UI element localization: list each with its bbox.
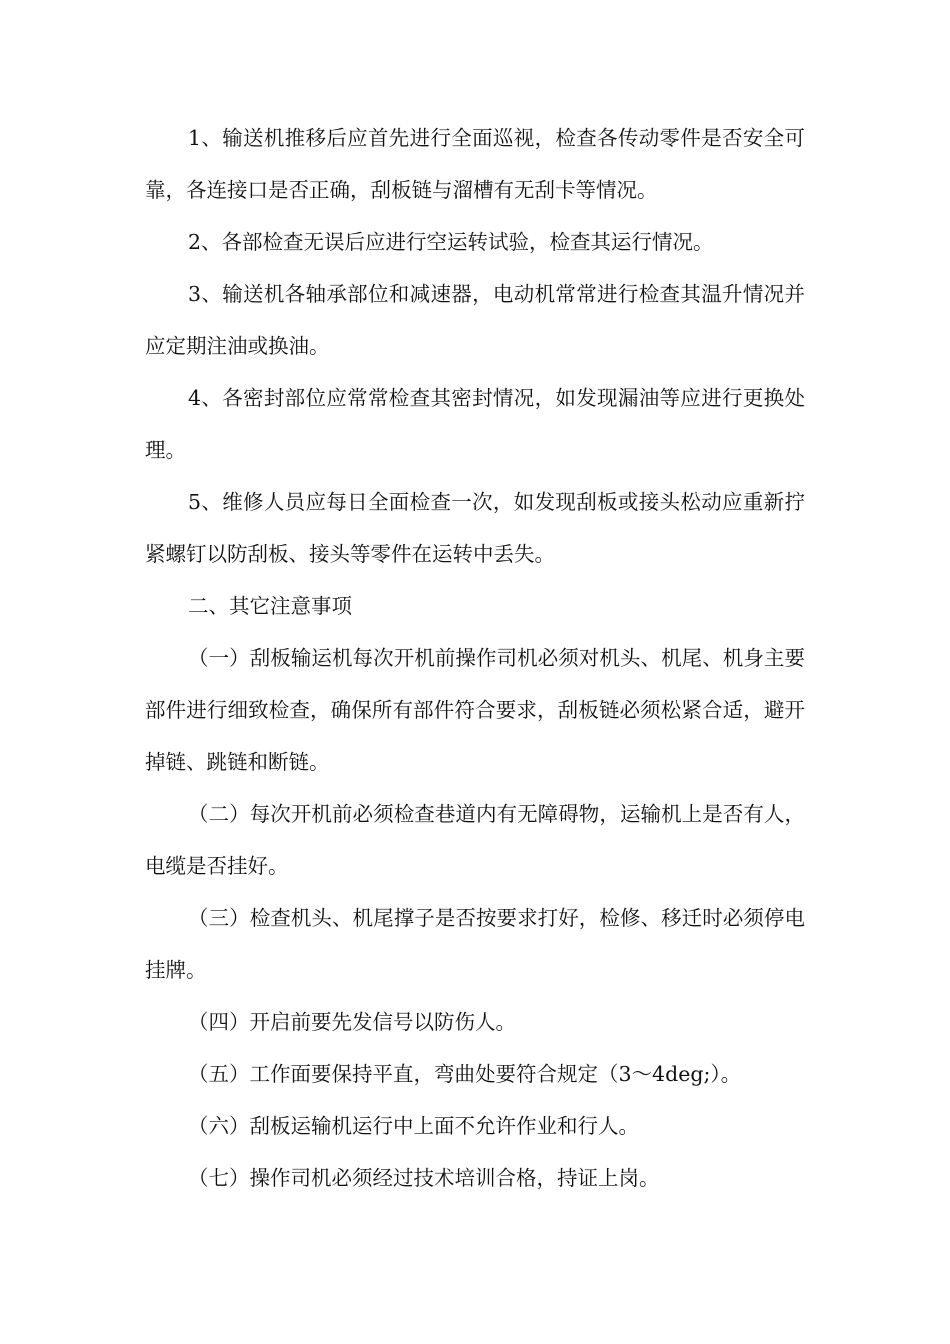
note-item-5: （五）工作面要保持平直，弯曲处要符合规定（3～4deg;）。	[188, 1062, 742, 1086]
note-item-2: （二）每次开机前必须检查巷道内有无障碍物，运输机上是否有人，电缆是否挂好。	[145, 802, 805, 878]
note-item-7: （七）操作司机必须经过技术培训合格，持证上岗。	[188, 1166, 660, 1190]
note-item-4: （四）开启前要先发信号以防伤人。	[188, 1010, 516, 1034]
section-heading-other-notes: 二、其它注意事项	[188, 594, 352, 618]
note-item-1: （一）刮板输运机每次开机前操作司机必须对机头、机尾、机身主要部件进行细致检查，确保所有部件符合要求，刮板链必须松紧合适，避开掉链、跳链和断链。	[145, 646, 805, 774]
paragraph-1: 1、输送机推移后应首先进行全面巡视，检查各传动零件是否安全可靠，各连接口是否正确，刮板链与溜槽有无刮卡等情况。	[145, 126, 805, 202]
paragraph-2: 2、各部检查无误后应进行空运转试验，检查其运行情况。	[188, 230, 714, 254]
paragraph-4: 4、各密封部位应常常检查其密封情况，如发现漏油等应进行更换处理。	[145, 386, 805, 462]
paragraph-5: 5、维修人员应每日全面检查一次，如发现刮板或接头松动应重新拧紧螺钉以防刮板、接头等零件在运转中丢失。	[145, 490, 805, 566]
note-item-6: （六）刮板运输机运行中上面不允许作业和行人。	[188, 1114, 639, 1138]
note-item-3: （三）检查机头、机尾撑子是否按要求打好，检修、移迁时必须停电挂牌。	[145, 906, 805, 982]
document-body	[145, 112, 805, 1204]
paragraph-3: 3、输送机各轴承部位和减速器，电动机常常进行检查其温升情况并应定期注油或换油。	[145, 282, 805, 358]
